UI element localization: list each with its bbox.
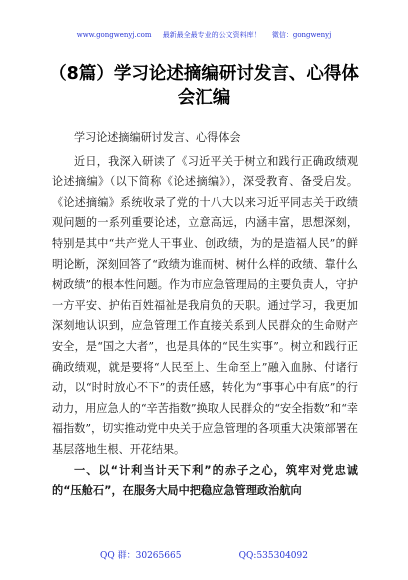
page-header	[0, 30, 408, 40]
site-link[interactable]: www.gongwenyj.com	[76, 31, 152, 39]
section-heading: 一、以“计利当计天下利”的赤子之心，筑牢对党忠诚的“压舱石”，在服务大局中把稳应急管理政治航向	[52, 463, 358, 498]
document-body	[52, 128, 358, 502]
document-title: （8篇）学习论述摘编研讨发言、心得体会汇编	[49, 64, 359, 108]
page-footer	[0, 548, 408, 561]
header-wechat: 微信：gongwenyj	[271, 31, 332, 39]
document-subtitle: 学习论述摘编研讨发言、心得体会	[74, 131, 241, 144]
footer-qq-group: QQ 群：30265665	[100, 551, 182, 561]
body-paragraph: 近日，我深入研读了《习近平关于树立和践行正确政绩观论述摘编》（以下简称《论述摘编》），深受教育、备受启发。《论述摘编》系统收录了党的十八大以来习近平同志关于政绩观问题的一系列重要论述，立意高远，内涵丰富，思想深刻，特别是其中“共产党人干事业、创政绩，为的是造福人民”的鲜明论断，深刻回答了“政绩为谁而树、树什么样的政绩、靠什么树政绩”的根本性问题。作为市应急管理局的主要负责人，守护一方平安、护佑百姓福祉是我肩负的天职。通过学习，我更加深刻地认识到，应急管理工作直接关系到人民群众的生命财产安全，是“国之大者”，也是具体的“民生实事”。树立和践行正确政绩观，就是要将“人民至上、生命至上”融入血脉、付诸行动，以“时时放心不下”的责任感，转化为“事事心中有底”的行动力，用应急人的“辛苦指数”换取人民群众的“安全指数”和“幸福指数”，切实推动党中央关于应急管理的各项重大决策部署在基层落地生根、开花结果。	[52, 154, 358, 456]
header-slogan: 最新最全最专业的公文资料库！	[162, 31, 261, 39]
footer-qq: QQ:535304092	[238, 551, 308, 561]
